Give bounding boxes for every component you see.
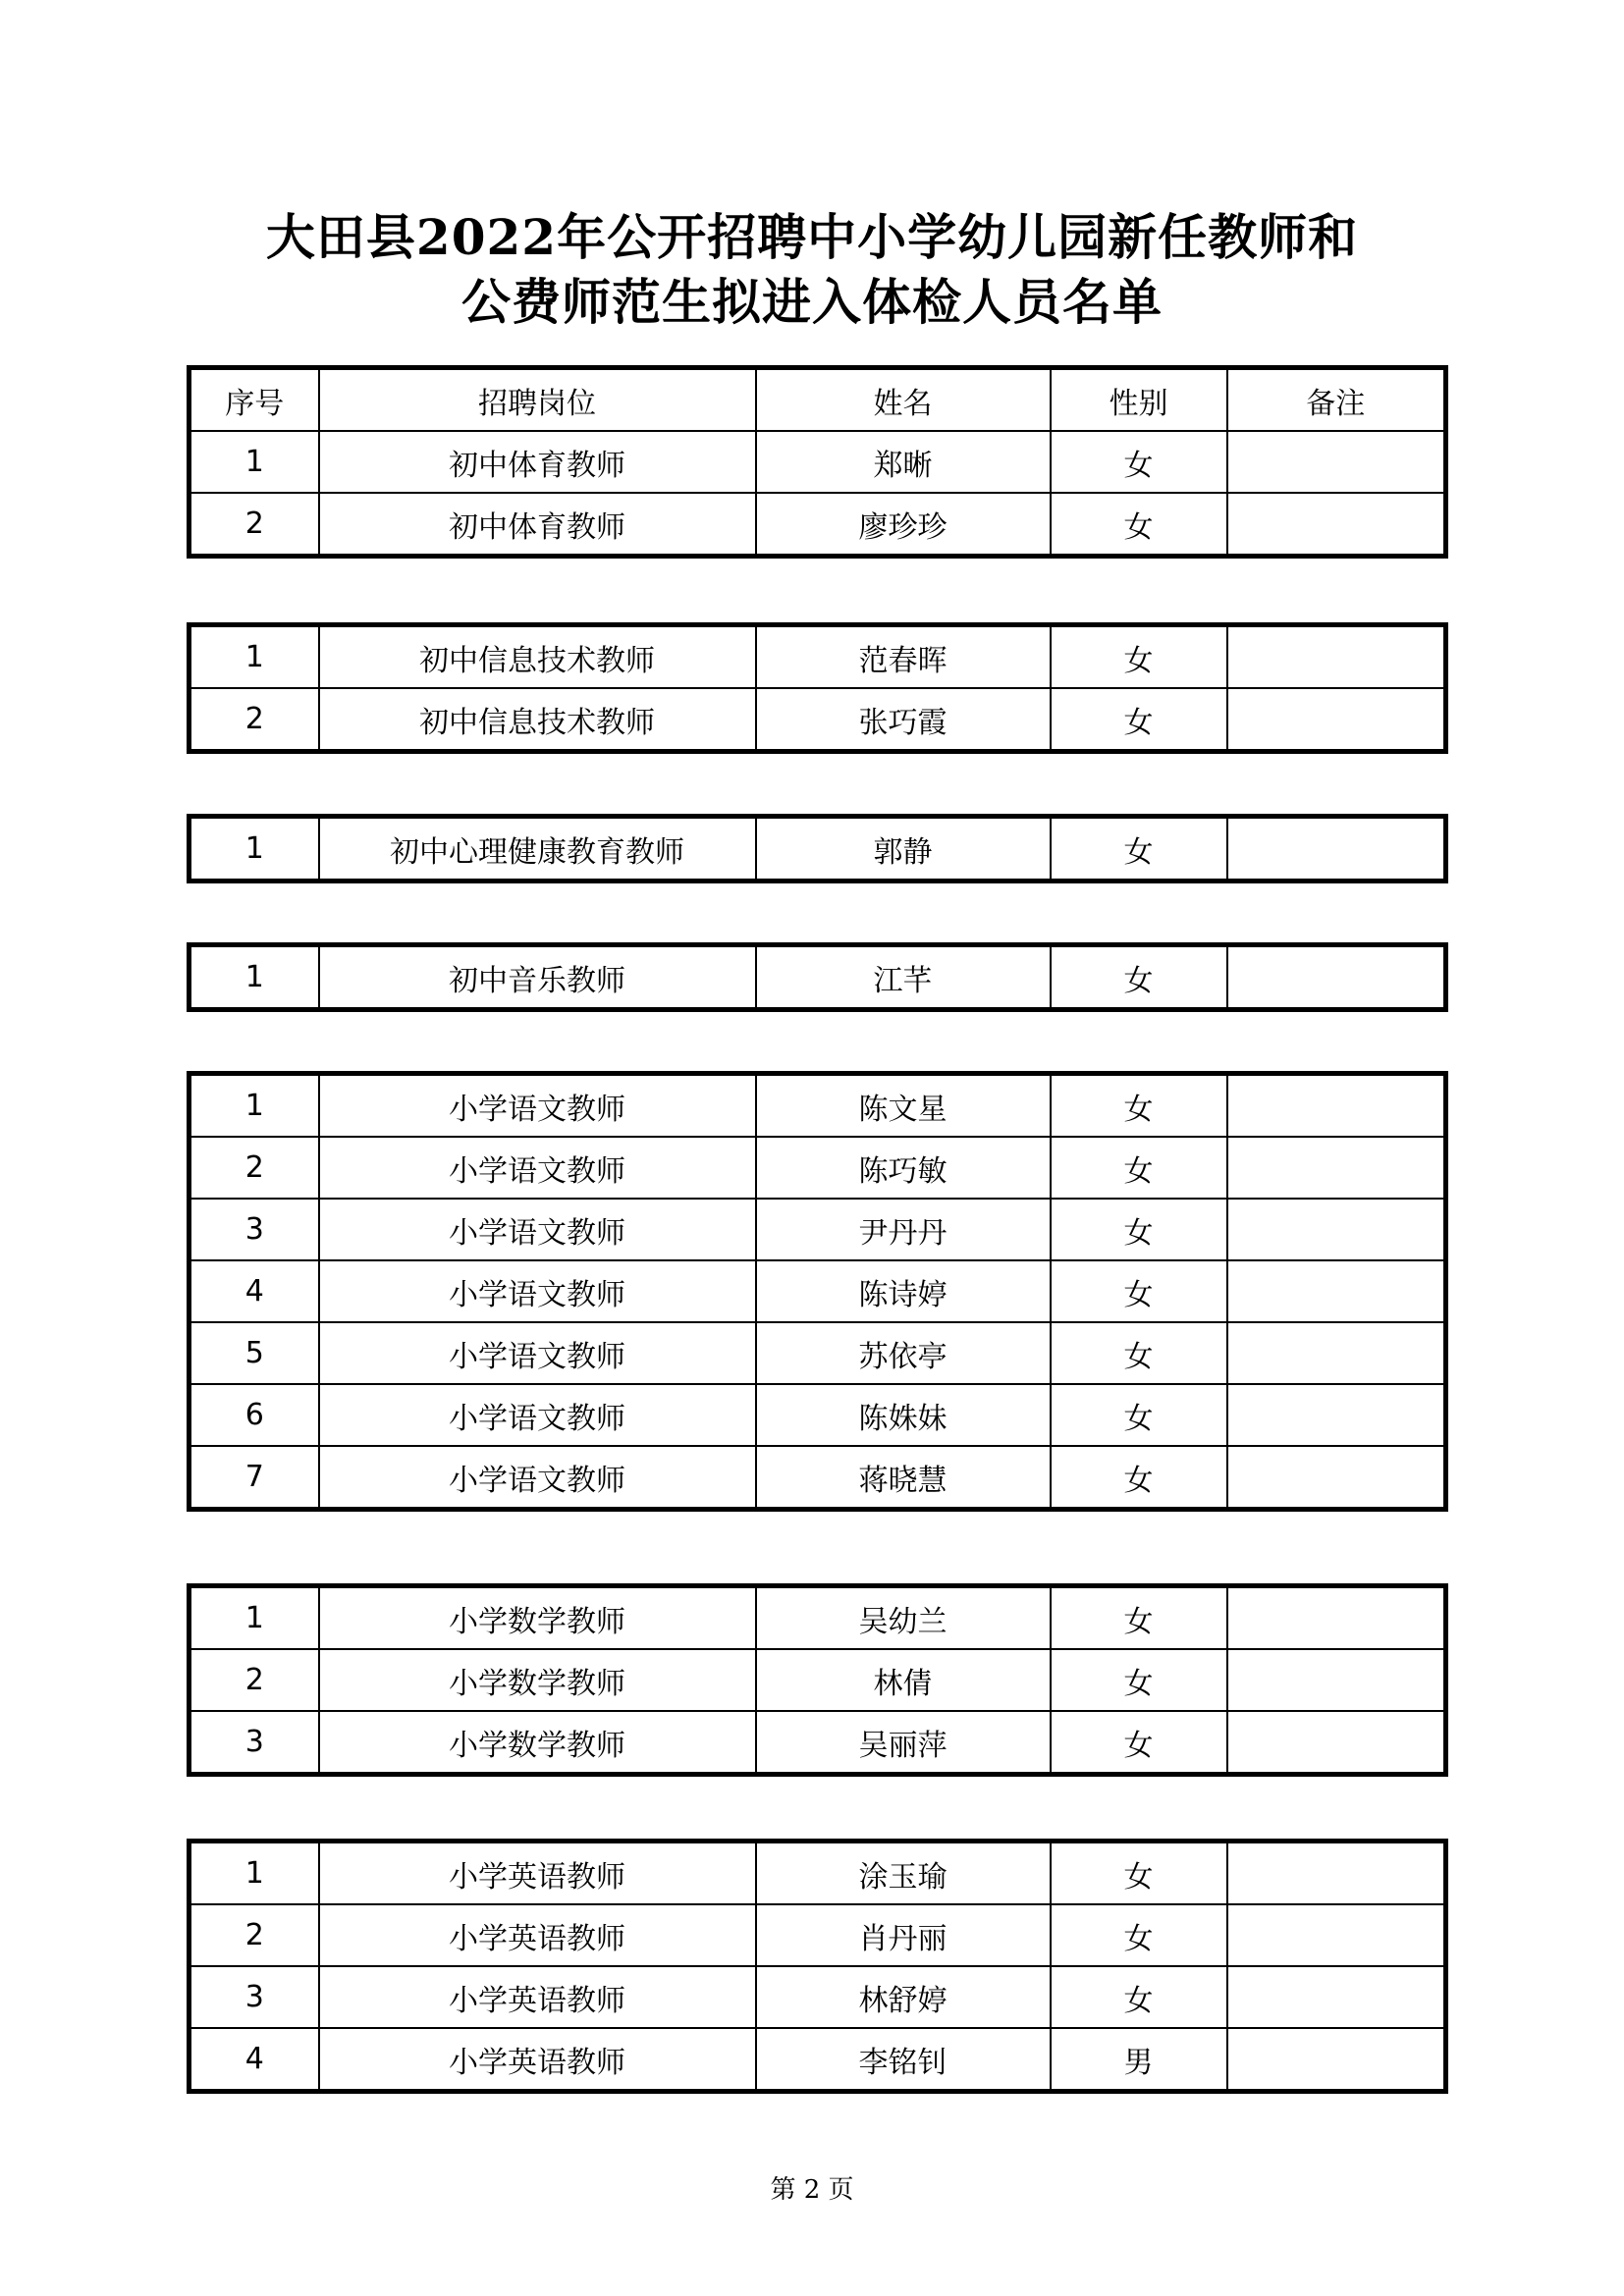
post-cell: 小学语文教师 <box>319 1322 756 1384</box>
row-number: 3 <box>189 1711 319 1775</box>
table-group-3 <box>187 814 1448 883</box>
post-cell: 小学英语教师 <box>319 2028 756 2092</box>
post-cell: 小学数学教师 <box>319 1649 756 1711</box>
row-number: 3 <box>189 1966 319 2028</box>
post-cell: 初中心理健康教育教师 <box>319 817 756 881</box>
post-cell: 小学语文教师 <box>319 1384 756 1446</box>
table-row <box>189 2028 1446 2092</box>
row-number: 2 <box>189 688 319 752</box>
table-group-1 <box>187 365 1448 559</box>
table-row <box>189 1904 1446 1966</box>
post-cell: 初中信息技术教师 <box>319 625 756 689</box>
gender-cell: 女 <box>1051 1842 1227 1905</box>
name-cell: 陈文星 <box>756 1074 1051 1138</box>
table-group-5 <box>187 1071 1448 1512</box>
post-cell: 小学语文教师 <box>319 1199 756 1260</box>
row-number: 1 <box>189 625 319 689</box>
row-number: 4 <box>189 1260 319 1322</box>
table-group-7 <box>187 1839 1448 2094</box>
header-cell-gender: 性别 <box>1051 368 1227 432</box>
name-cell: 尹丹丹 <box>756 1199 1051 1260</box>
name-cell: 廖珍珍 <box>756 493 1051 557</box>
table-group-4 <box>187 942 1448 1012</box>
row-number: 7 <box>189 1446 319 1510</box>
note-cell <box>1227 1586 1446 1650</box>
name-cell: 郭静 <box>756 817 1051 881</box>
row-number: 6 <box>189 1384 319 1446</box>
note-cell <box>1227 625 1446 689</box>
table-row <box>189 1199 1446 1260</box>
header-cell-note: 备注 <box>1227 368 1446 432</box>
header-cell-number: 序号 <box>189 368 319 432</box>
gender-cell: 女 <box>1051 1649 1227 1711</box>
table-row <box>189 493 1446 557</box>
note-cell <box>1227 1322 1446 1384</box>
row-number: 1 <box>189 431 319 493</box>
gender-cell: 女 <box>1051 431 1227 493</box>
note-cell <box>1227 431 1446 493</box>
gender-cell: 女 <box>1051 1260 1227 1322</box>
table-group-2 <box>187 622 1448 754</box>
gender-cell: 女 <box>1051 1586 1227 1650</box>
note-cell <box>1227 1649 1446 1711</box>
gender-cell: 女 <box>1051 1446 1227 1510</box>
row-number: 2 <box>189 1904 319 1966</box>
note-cell <box>1227 2028 1446 2092</box>
post-cell: 小学数学教师 <box>319 1711 756 1775</box>
name-cell: 涂玉瑜 <box>756 1842 1051 1905</box>
note-cell <box>1227 688 1446 752</box>
post-cell: 小学语文教师 <box>319 1260 756 1322</box>
post-cell: 初中信息技术教师 <box>319 688 756 752</box>
row-number: 1 <box>189 945 319 1010</box>
table-row <box>189 1649 1446 1711</box>
row-number: 2 <box>189 1137 319 1199</box>
gender-cell: 男 <box>1051 2028 1227 2092</box>
note-cell <box>1227 1711 1446 1775</box>
page-title-line1: 大田县2022年公开招聘中小学幼儿园新任教师和 <box>265 208 1359 266</box>
name-cell: 李铭钊 <box>756 2028 1051 2092</box>
gender-cell: 女 <box>1051 1384 1227 1446</box>
gender-cell: 女 <box>1051 945 1227 1010</box>
row-number: 5 <box>189 1322 319 1384</box>
note-cell <box>1227 945 1446 1010</box>
table-row <box>189 1322 1446 1384</box>
table-row <box>189 1074 1446 1138</box>
table-row <box>189 1586 1446 1650</box>
gender-cell: 女 <box>1051 1904 1227 1966</box>
note-cell <box>1227 1260 1446 1322</box>
post-cell: 小学数学教师 <box>319 1586 756 1650</box>
note-cell <box>1227 1842 1446 1905</box>
note-cell <box>1227 817 1446 881</box>
post-cell: 小学英语教师 <box>319 1966 756 2028</box>
page-title-line2: 公费师范生拟进入体检人员名单 <box>461 273 1163 331</box>
gender-cell: 女 <box>1051 1199 1227 1260</box>
note-cell <box>1227 1904 1446 1966</box>
row-number: 3 <box>189 1199 319 1260</box>
table-group-6 <box>187 1583 1448 1777</box>
note-cell <box>1227 1446 1446 1510</box>
gender-cell: 女 <box>1051 688 1227 752</box>
note-cell <box>1227 1199 1446 1260</box>
name-cell: 郑晰 <box>756 431 1051 493</box>
row-number: 2 <box>189 493 319 557</box>
note-cell <box>1227 1384 1446 1446</box>
post-cell: 小学语文教师 <box>319 1446 756 1510</box>
row-number: 1 <box>189 1074 319 1138</box>
gender-cell: 女 <box>1051 1137 1227 1199</box>
gender-cell: 女 <box>1051 817 1227 881</box>
row-number: 1 <box>189 1842 319 1905</box>
post-cell: 初中体育教师 <box>319 431 756 493</box>
table-row <box>189 1446 1446 1510</box>
table-row <box>189 688 1446 752</box>
name-cell: 江芊 <box>756 945 1051 1010</box>
name-cell: 陈诗婷 <box>756 1260 1051 1322</box>
gender-cell: 女 <box>1051 1074 1227 1138</box>
gender-cell: 女 <box>1051 625 1227 689</box>
name-cell: 吴丽萍 <box>756 1711 1051 1775</box>
header-cell-post: 招聘岗位 <box>319 368 756 432</box>
gender-cell: 女 <box>1051 493 1227 557</box>
row-number: 1 <box>189 817 319 881</box>
table-row <box>189 945 1446 1010</box>
name-cell: 林倩 <box>756 1649 1051 1711</box>
table-row <box>189 1711 1446 1775</box>
table-header-row <box>189 368 1446 432</box>
note-cell <box>1227 1966 1446 2028</box>
post-cell: 小学语文教师 <box>319 1074 756 1138</box>
name-cell: 蒋晓慧 <box>756 1446 1051 1510</box>
post-cell: 小学英语教师 <box>319 1842 756 1905</box>
header-cell-name: 姓名 <box>756 368 1051 432</box>
page-footer: 第 2 页 <box>770 2175 854 2205</box>
table-row <box>189 1966 1446 2028</box>
post-cell: 初中体育教师 <box>319 493 756 557</box>
table-row <box>189 1842 1446 1905</box>
row-number: 4 <box>189 2028 319 2092</box>
post-cell: 小学语文教师 <box>319 1137 756 1199</box>
post-cell: 初中音乐教师 <box>319 945 756 1010</box>
name-cell: 肖丹丽 <box>756 1904 1051 1966</box>
note-cell <box>1227 1137 1446 1199</box>
name-cell: 林舒婷 <box>756 1966 1051 2028</box>
name-cell: 张巧霞 <box>756 688 1051 752</box>
name-cell: 陈姝妹 <box>756 1384 1051 1446</box>
table-row <box>189 625 1446 689</box>
note-cell <box>1227 1074 1446 1138</box>
name-cell: 范春晖 <box>756 625 1051 689</box>
row-number: 2 <box>189 1649 319 1711</box>
gender-cell: 女 <box>1051 1966 1227 2028</box>
gender-cell: 女 <box>1051 1322 1227 1384</box>
gender-cell: 女 <box>1051 1711 1227 1775</box>
table-row <box>189 1384 1446 1446</box>
name-cell: 苏依亭 <box>756 1322 1051 1384</box>
post-cell: 小学英语教师 <box>319 1904 756 1966</box>
row-number: 1 <box>189 1586 319 1650</box>
name-cell: 陈巧敏 <box>756 1137 1051 1199</box>
table-row <box>189 1260 1446 1322</box>
table-row <box>189 1137 1446 1199</box>
note-cell <box>1227 493 1446 557</box>
table-row <box>189 431 1446 493</box>
table-row <box>189 817 1446 881</box>
name-cell: 吴幼兰 <box>756 1586 1051 1650</box>
